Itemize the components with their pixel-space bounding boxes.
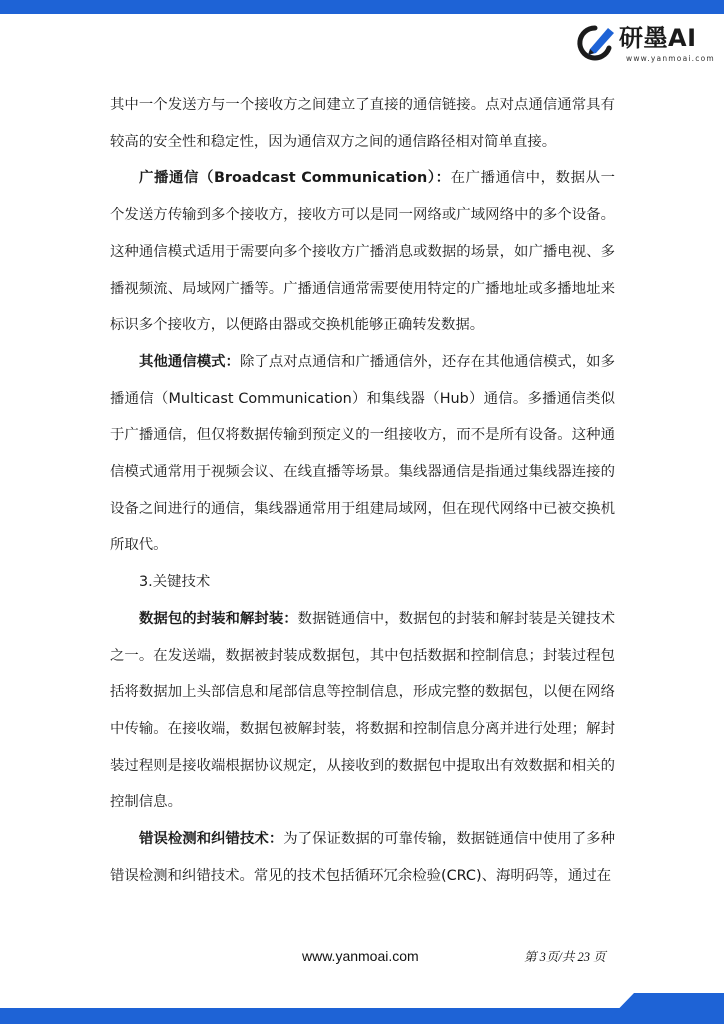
paragraph-broadcast-text: 在广播通信中，数据从一个发送方传输到多个接收方，接收方可以是同一网络或广域网络中的多个设备。这种通信模式适用于需要向多个接收方广播消息或数据的场景，如广播电视、多播视频流、局域网广播等。广播通信通常需要使用特定的广播地址或多播地址来标识多个接收方，以便路由器或交换机能够正确转发数据。 <box>110 170 615 334</box>
document-body <box>110 87 615 894</box>
top-accent-bar <box>0 0 724 14</box>
paragraph-other-modes-text: 除了点对点通信和广播通信外，还存在其他通信模式，如多播通信（Multicast Communication）和集线器（Hub）通信。多播通信类似于广播通信，但仅将数据传输到预定义的一组接收方，而不是所有设备。这种通信模式通常用于视频会议、在线直播等场景。集线器通信是指通过集线器连接的设备之间进行的通信，集线器通常用于组建局域网，但在现代网络中已被交换机所取代。 <box>110 353 615 554</box>
brand-url: www.yanmoai.com <box>626 54 715 63</box>
term-encapsulation: 数据包的封装和解封装： <box>139 610 298 627</box>
page-number: 第 3页/共 23 页 <box>524 950 606 964</box>
bottom-accent-bar <box>0 985 724 1024</box>
term-broadcast: 广播通信（Broadcast Communication）： <box>139 170 451 187</box>
brand-name: 研墨AI <box>619 24 697 52</box>
paragraph-error-detection-text: 为了保证数据的可靠传输，数据链通信中使用了多种错误检测和纠错技术。常见的技术包括循环冗余检验(CRC)、海明码等，通过在 <box>110 831 615 884</box>
paragraph-point-to-point: 其中一个发送方与一个接收方之间建立了直接的通信链接。点对点通信通常具有较高的安全性和稳定性，因为通信双方之间的通信路径相对简单直接。 <box>110 97 615 150</box>
pen-nib-icon <box>575 22 615 62</box>
term-other-modes: 其他通信模式： <box>139 353 240 370</box>
term-error-detection: 错误检测和纠错技术： <box>139 831 284 848</box>
paragraph-error-detection <box>110 821 615 894</box>
paragraph-other-modes <box>110 344 615 564</box>
paragraph-broadcast <box>110 160 615 344</box>
section-heading: 3.关键技术 <box>139 574 211 591</box>
brand-logo <box>575 22 715 68</box>
paragraph-encapsulation-text: 数据链通信中，数据包的封装和解封装是关键技术之一。在发送端，数据被封装成数据包，其中包括数据和控制信息；封装过程包括将数据加上头部信息和尾部信息等控制信息，形成完整的数据包，以便在网络中传输。在接收端，数据包被解封装，将数据和控制信息分离并进行处理；解封装过程则是接收端根据协议规定，从接收到的数据包中提取出有效数据和相关的控制信息。 <box>110 610 615 811</box>
paragraph-encapsulation <box>110 601 615 821</box>
footer-url: www.yanmoai.com <box>302 948 419 964</box>
